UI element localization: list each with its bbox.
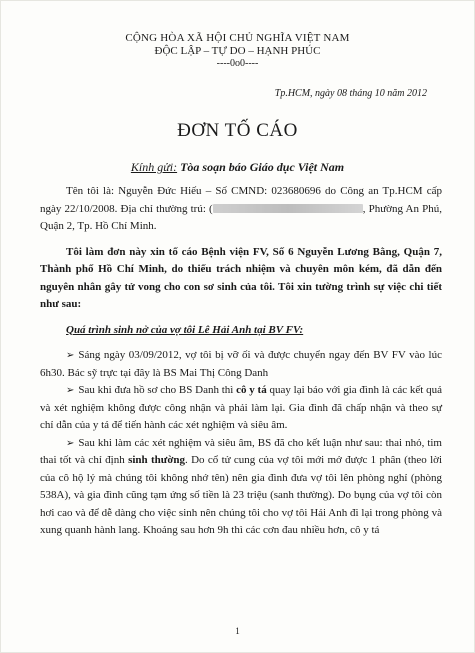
complaint-paragraph: Tôi làm đơn này xin tố cáo Bệnh viện FV, Số 6 Nguyễn Lương Bằng, Quận 7, Thành phố Hồ Chí Minh, do thiếu trách nhiệm và chuyên môn kém, đã dẫn đến nguyên nhân gây tử vong cho con sơ sinh của tôi. Tôi xin tường trình sự việc chi tiết như sau:: [40, 245, 442, 310]
bullet-text: Sáng ngày 03/09/2012, vợ tôi bị vỡ ối và được chuyển ngay đến BV FV vào lúc 6h30. Bác sỹ trực tại đây là BS Mai Thị Công Danh: [40, 349, 442, 379]
page-number: 1: [235, 626, 240, 636]
intro-paragraph: [40, 183, 442, 236]
bullet-bold-text: sinh thường: [128, 454, 186, 466]
date-line: Tp.HCM, ngày 08 tháng 10 năm 2012: [274, 88, 427, 99]
redacted-address-block: [213, 204, 363, 213]
section-heading-line: [40, 322, 442, 340]
bullet-text: . Do cổ tử cung của vợ tôi mới mở được 1 phân (theo lời của cô hộ lý mà chúng tôi không nhớ tên) nên gia đình đưa vợ tôi lên phòng nghỉ (phòng 538A), và gia đình cũng tạm ứng số tiền là 23 triệu (sanh thường). Do bụng của vợ tôi còn hơi cao và để dễ dàng cho việc sinh nên chúng tôi cho vợ tôi Hải Anh đi lại trong phòng và xung quanh hành lang. Khoảng sau hơn 9h thì các cơn đau nhiều hơn, cô y tá: [40, 454, 443, 536]
intro-text-2: , Phường An Phú, Quận 2, Tp. Hồ Chí Minh.: [40, 202, 442, 232]
bullet-item: [40, 435, 442, 540]
recipient-line: [0, 160, 475, 175]
nation-title: CỘNG HÒA XÃ HỘI CHỦ NGHĨA VIỆT NAM: [125, 32, 350, 44]
document-title: ĐƠN TỐ CÁO: [177, 120, 298, 141]
national-motto: ĐỘC LẬP – TỰ DO – HẠNH PHÚC: [154, 45, 321, 57]
bullet-item: [40, 347, 442, 382]
arrow-bullet-icon: ➢: [66, 385, 75, 396]
spacer: [40, 314, 442, 322]
bullet-text: Sau khi làm các xét nghiệm và siêu âm, BS đã cho kết luận như sau: thai nhỏ, tim thai tốt và chỉ định: [40, 436, 442, 466]
intro-text-1: Tên tôi là: Nguyễn Đức Hiếu – Số CMND: 023680696 do Công an Tp.HCM cấp ngày 22/10/2008. Địa chỉ thường trú:: [40, 185, 442, 215]
recipient-label: Kính gửi:: [130, 160, 178, 174]
spacer: [40, 236, 442, 244]
bullet-text: Sau khi đưa hồ sơ cho BS Danh thì: [78, 384, 237, 396]
national-header: [0, 32, 475, 70]
recipient-org: Tòa soạn báo Giáo dục Việt Nam: [180, 160, 345, 174]
spacer: [40, 339, 442, 347]
bullet-item: [40, 382, 442, 435]
arrow-bullet-icon: ➢: [66, 437, 75, 449]
section-heading: Quá trình sinh nở của vợ tôi Lê Hải Anh tại BV FV:: [66, 323, 304, 336]
arrow-bullet-icon: ➢: [66, 350, 75, 361]
header-divider: ----0o0----: [216, 58, 259, 69]
bullet-bold-text: cô y tá: [236, 384, 267, 396]
document-body: [40, 183, 442, 540]
bullet-text: quay lại báo với gia đình là các kết quả và xét nghiệm không được công nhận và phải làm lại. Gia đình đã chấp nhận và theo sự chỉ dẫn của y tá để tiến hành các xét nghiệm và siêu âm.: [40, 384, 442, 431]
redacted-prefix: (: [209, 202, 213, 215]
